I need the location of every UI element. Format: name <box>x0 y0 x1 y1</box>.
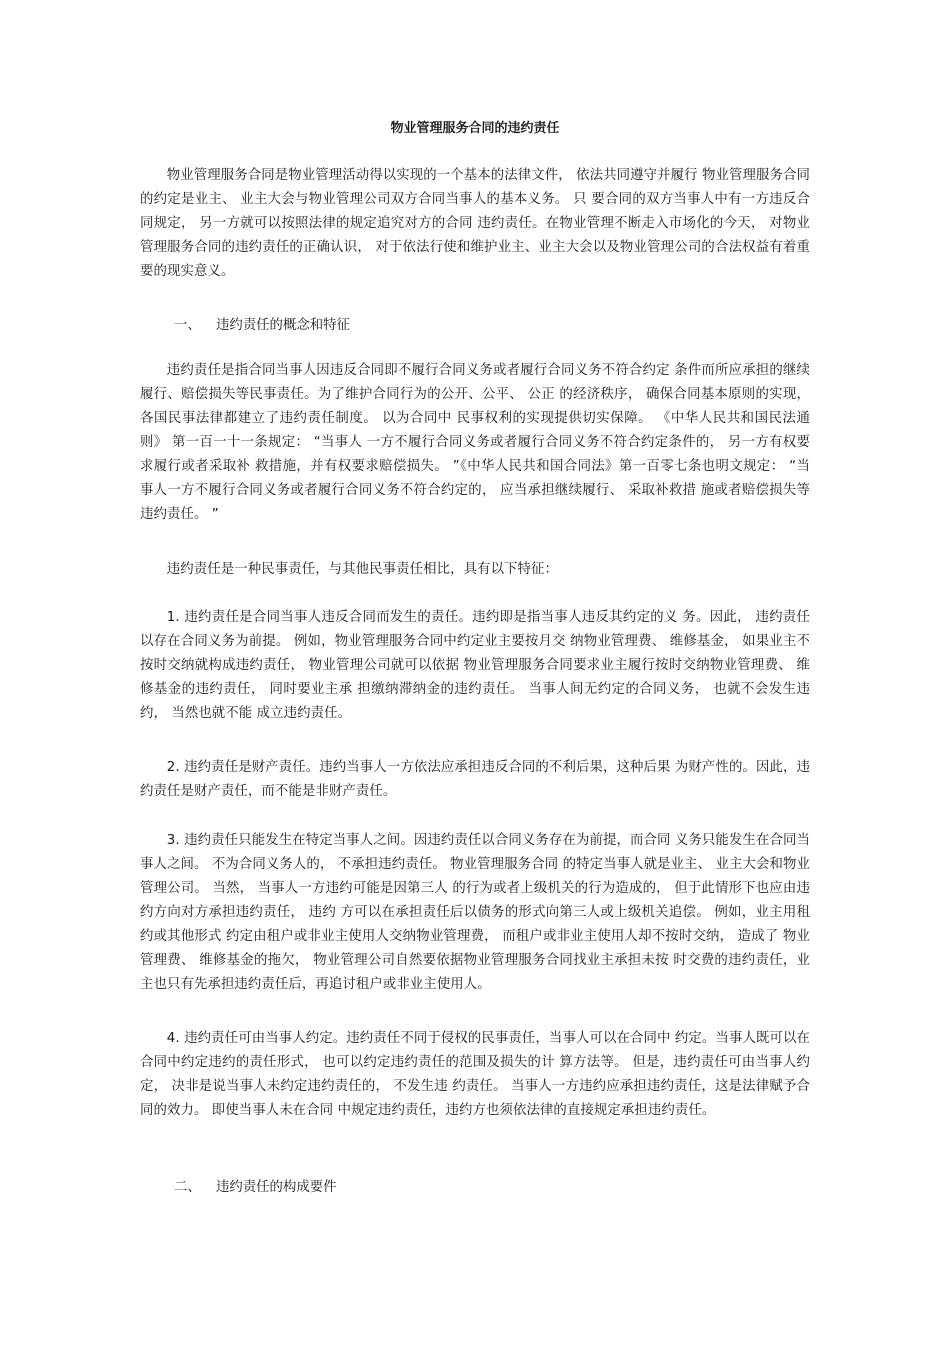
feature-3-paragraph: 3. 违约责任只能发生在特定当事人之间。因违约责任以合同义务存在为前提，而合同 义务只能发生在合同当事人之间。 不为合同义务人的， 不承担违约责任。 物业管理服务合同 的特定当事人就是业主、 业主大会和物业管理公司。 当然， 当事人一方违约可能是因第三人 的行为或者上级机关的行为造成的， 但于此情形下也应由违约方向对方承担违约责任， 违约 方可以在承担责任后以债务的形式向第三人或上级机关追偿。 例如，业主用租约或其他形式 约定由租户或非业主使用人交纳物业管理费， 而租户或非业主使用人却不按时交纳， 造成了 物业管理费、 维修基金的拖欠， 物业管理公司自然要依据物业管理服务合同找业主承担未按 时交费的违约责任，业主也只有先承担违约责任后，再追讨租户或非业主使用人。 <box>140 833 810 992</box>
document-title: 物业管理服务合同的违约责任 <box>390 121 560 136</box>
section-title: 违约责任的概念和特征 <box>216 318 350 333</box>
section-title: 违约责任的构成要件 <box>216 1180 337 1195</box>
intro-paragraph: 物业管理服务合同是物业管理活动得以实现的一个基本的法律文件， 依法共同遵守并履行 物业管理服务合同的约定是业主、 业主大会与物业管理公司双方合同当事人的基本义务。 只 要合同的双方当事人中有一方违反合同规定， 另一方就可以按照法律的规定追究对方的合同 违约责任。在物业管理不断走入市场化的今天， 对物业管理服务合同的违约责任的正确认识， 对于依法行使和维护业主、业主大会以及物业管理公司的合法权益有着重要的现实意义。 <box>140 168 810 279</box>
feature-2-paragraph: 2. 违约责任是财产责任。违约当事人一方依法应承担违反合同的不利后果，这种后果 为财产性的。因此，违约责任是财产责任，而不能是非财产责任。 <box>140 760 810 799</box>
definition-paragraph: 违约责任是指合同当事人因违反合同即不履行合同义务或者履行合同义务不符合约定 条件而所应承担的继续履行、赔偿损失等民事责任。为了维护合同行为的公开、公平、 公正 的经济秩序， 确保合同基本原则的实现， 各国民事法律都建立了违约责任制度。 以为合同中 民事权利的实现提供切实保障。 《中华人民共和国民法通则》 第一百一十一条规定： “当事人 一方不履行合同义务或者履行合同义务不符合约定条件的， 另一方有权要求履行或者采取补 救措施，并有权要求赔偿损失。 ”《中华人民共和国合同法》第一百零七条也明文规定： “当 事人一方不履行合同义务或者履行合同义务不符合约定的， 应当承担继续履行、 采取补救措 施或者赔偿损失等违约责任。 ” <box>140 363 810 522</box>
section-number: 一、 <box>174 318 201 333</box>
feature-4-paragraph: 4. 违约责任可由当事人约定。违约责任不同于侵权的民事责任，当事人可以在合同中 约定。当事人既可以在合同中约定违约的责任形式， 也可以约定违约责任的范围及损失的计 算方法等。 但是，违约责任可由当事人约定， 决非是说当事人未约定违约责任的， 不发生违 约责任。 当事人一方违约应承担违约责任，这是法律赋予合同的效力。 即使当事人未在合同 中规定违约责任，违约方也须依法律的直接规定承担违约责任。 <box>140 1031 810 1118</box>
section-number: 二、 <box>174 1180 201 1195</box>
feature-1-paragraph: 1. 违约责任是合同当事人违反合同而发生的责任。违约即是指当事人违反其约定的义 务。因此， 违约责任以存在合同义务为前提。 例如，物业管理服务合同中约定业主要按月交 纳物业管理费、 维修基金， 如果业主不按时交纳就构成违约责任， 物业管理公司就可以依据 物业管理服务合同要求业主履行按时交纳物业管理费、 维修基金的违约责任， 同时要业主承 担缴纳滞纳金的违约责任。 当事人间无约定的合同义务， 也就不会发生违约， 当然也就不能 成立违约责任。 <box>140 610 810 721</box>
features-intro-paragraph: 违约责任是一种民事责任，与其他民事责任相比，具有以下特征： <box>166 562 559 577</box>
section-heading-2 <box>174 1178 337 1198</box>
section-heading-1 <box>174 316 350 336</box>
